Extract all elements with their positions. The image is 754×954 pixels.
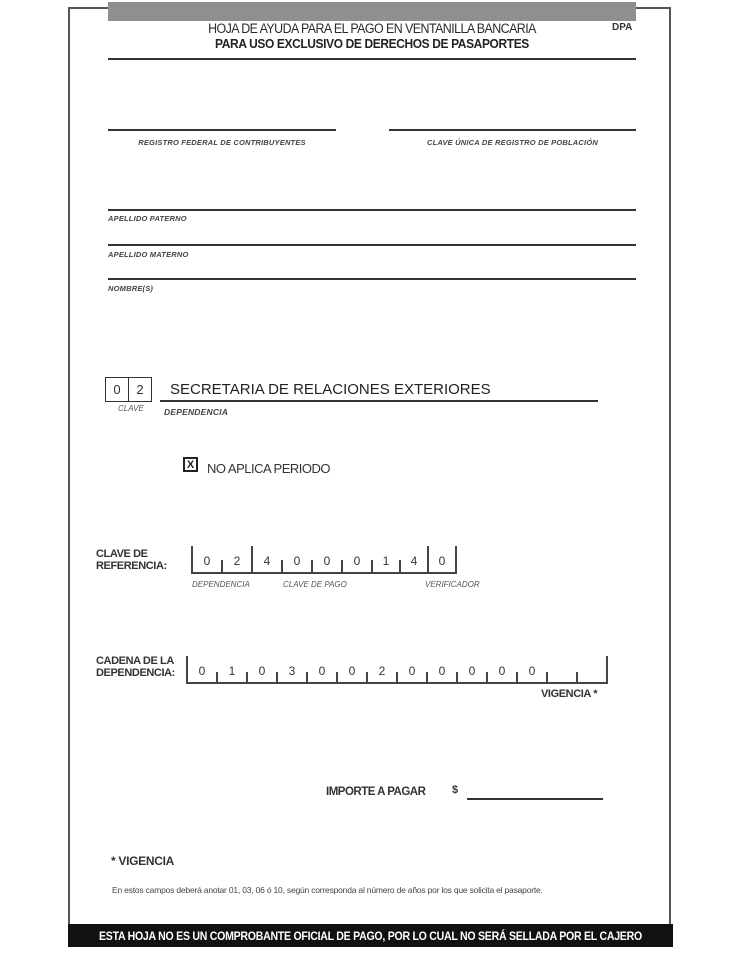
dependencia-clave-digit: 0: [113, 382, 121, 397]
rfc-line: [108, 129, 336, 131]
clave-label: CLAVE: [118, 404, 144, 413]
apellido-paterno-label: APELLIDO PATERNO: [108, 214, 187, 223]
cadena-digit: 0: [468, 664, 476, 678]
cadena-digit: 0: [528, 664, 536, 678]
ref-digit: 0: [293, 554, 301, 568]
cadena-digit: 0: [318, 664, 326, 678]
cadena-digit: 0: [198, 664, 206, 678]
cadena-label-line2: DEPENDENCIA:: [96, 667, 175, 679]
nombre-label: NOMBRE(S): [108, 284, 154, 293]
curp-line: [389, 129, 636, 131]
ref-digit: 4: [410, 554, 418, 568]
dependencia-clave-box: [105, 377, 152, 402]
dependencia-label: DEPENDENCIA: [164, 407, 229, 417]
ref-digit: 1: [382, 554, 390, 568]
importe-label: IMPORTE A PAGAR: [326, 786, 426, 798]
clave-referencia-label: [96, 548, 167, 572]
cadena-digit: 0: [498, 664, 506, 678]
disclaimer-text: ESTA HOJA NO ES UN COMPROBANTE OFICIAL DE PAGO, POR LO CUAL NO SERÁ SELLADA POR EL CAJERO: [99, 928, 642, 943]
vigencia-note-title: * VIGENCIA: [111, 854, 175, 868]
no-aplica-periodo-checkbox[interactable]: X: [183, 457, 198, 472]
importe-line: [467, 798, 603, 800]
currency-symbol: $: [452, 784, 459, 796]
vigencia-note-text: En estos campos deberá anotar 01, 03, 06 ó 10, según corresponda al número de años por los que solicita el pasaporte.: [112, 885, 543, 895]
cadena-digit: 2: [378, 664, 386, 678]
ref-group-dependencia-label: DEPENDENCIA: [192, 580, 250, 589]
cadena-digit: 0: [438, 664, 446, 678]
vigencia-label: VIGENCIA *: [541, 688, 598, 700]
vigencia-digit[interactable]: [548, 660, 576, 682]
curp-label: CLAVE ÚNICA DE REGISTRO DE POBLACIÓN: [427, 138, 598, 147]
apellido-materno-label: APELLIDO MATERNO: [108, 250, 189, 259]
cadena-digit: 1: [228, 664, 236, 678]
clave-referencia-label-line1: CLAVE DE: [96, 548, 148, 560]
rfc-label: REGISTRO FEDERAL DE CONTRIBUYENTES: [138, 138, 306, 147]
ref-digit: 0: [438, 554, 446, 568]
dependencia-name: SECRETARIA DE RELACIONES EXTERIORES: [170, 381, 491, 398]
apellido-paterno-input[interactable]: [108, 192, 636, 209]
disclaimer-footer: [68, 924, 673, 947]
clave-referencia-label-line2: REFERENCIA:: [96, 560, 167, 572]
cadena-label-line1: CADENA DE LA: [96, 655, 174, 667]
form-title: HOJA DE AYUDA PARA EL PAGO EN VENTANILLA BANCARIA: [208, 21, 536, 36]
form-code: DPA: [612, 22, 633, 33]
nombre-line: [108, 278, 636, 280]
clave-referencia-field[interactable]: [191, 546, 457, 574]
cadena-field[interactable]: [186, 656, 608, 684]
curp-input[interactable]: [389, 112, 636, 130]
dependencia-clave-digit: 2: [128, 378, 151, 401]
ref-digit: 0: [353, 554, 361, 568]
ref-digit: 0: [323, 554, 331, 568]
cadena-digit: 3: [288, 664, 296, 678]
apellido-materno-input[interactable]: [108, 228, 636, 244]
cadena-label: [96, 655, 175, 679]
importe-input[interactable]: [467, 783, 603, 799]
cadena-digit: 0: [408, 664, 416, 678]
dependencia-line: [160, 400, 598, 402]
apellido-paterno-line: [108, 209, 636, 211]
ref-digit: 0: [203, 554, 211, 568]
vigencia-digit[interactable]: [578, 660, 606, 682]
no-aplica-periodo-label: NO APLICA PERIODO: [207, 461, 330, 476]
ref-group-clave-pago-label: CLAVE DE PAGO: [283, 580, 347, 589]
form-subtitle: PARA USO EXCLUSIVO DE DERECHOS DE PASAPORTES: [215, 36, 529, 51]
cadena-digit: 0: [348, 664, 356, 678]
header-gray-bar: [108, 2, 636, 21]
header-divider: [108, 58, 636, 60]
ruler-tick: [455, 546, 457, 572]
apellido-materno-line: [108, 244, 636, 246]
ruler-tick: [606, 656, 608, 682]
ref-digit: 4: [263, 554, 271, 568]
rfc-input[interactable]: [108, 112, 336, 130]
cadena-digit: 0: [258, 664, 266, 678]
ref-digit: 2: [233, 554, 241, 568]
ref-group-verificador-label: VERIFICADOR: [425, 580, 480, 589]
nombre-input[interactable]: [108, 262, 636, 278]
